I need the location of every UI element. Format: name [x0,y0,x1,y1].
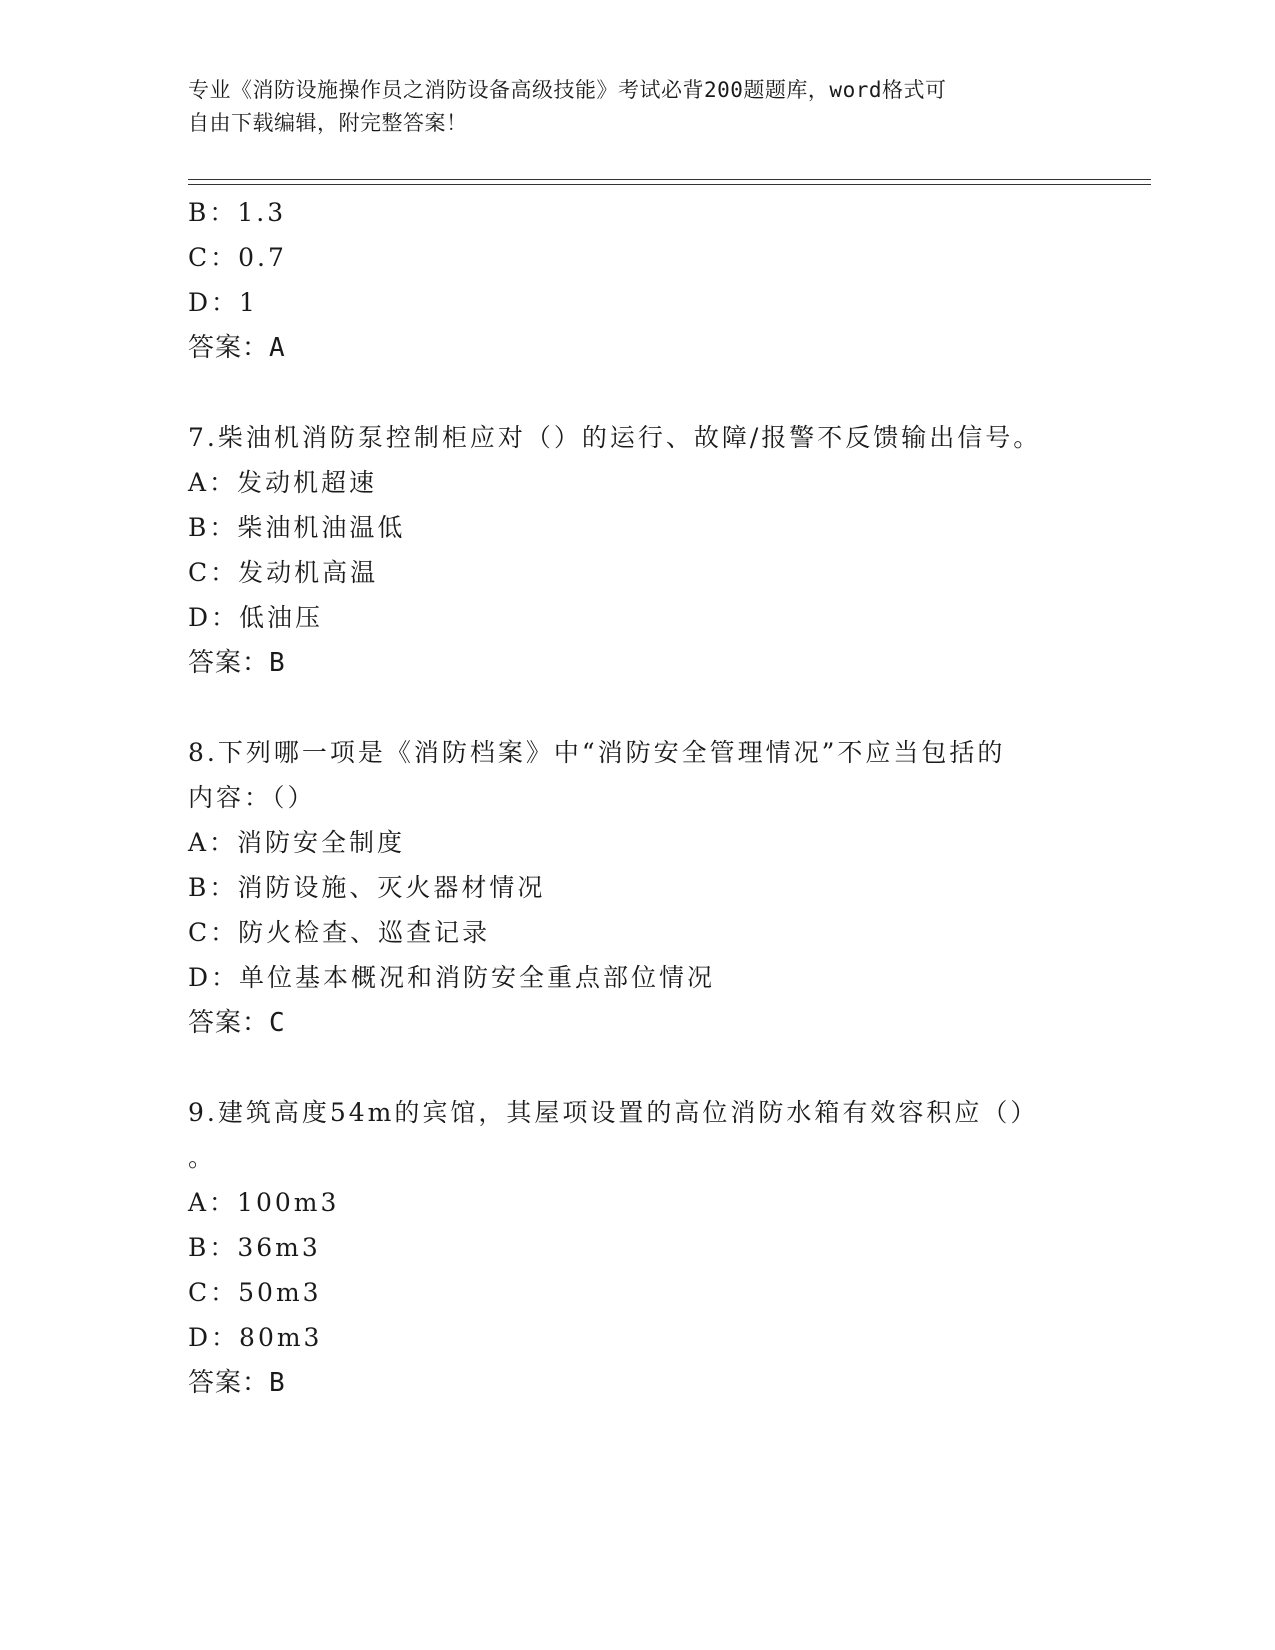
question-stem: 7.柴油机消防泵控制柜应对（）的运行、故障/报警不反馈输出信号。 [188,423,1042,452]
header-title-line-2: 自由下载编辑，附完整答案！ [188,111,468,135]
answer-line: 答案：B [188,648,286,678]
option-d: D：低油压 [188,603,324,632]
question-stem: 8.下列哪一项是《消防档案》中“消防安全管理情况”不应当包括的 [188,738,1006,767]
answer-line: 答案：C [188,1008,286,1038]
option-a: A：100m3 [188,1188,340,1217]
question-spacer [188,371,1088,415]
option-c: C：防火检查、巡查记录 [188,918,491,947]
option-d: D：80m3 [188,1323,323,1352]
option-d: D：1 [188,288,258,317]
question-stem: 9.建筑高度54m的宾馆，其屋项设置的高位消防水箱有效容积应（） [188,1098,1039,1127]
answer-line: 答案：A [188,333,286,363]
option-b: B：消防设施、灭火器材情况 [188,873,546,902]
option-c: C：0.7 [188,243,287,272]
header-divider-bottom [188,184,1151,185]
question-spacer [188,1046,1088,1090]
option-b: B：柴油机油温低 [188,513,406,542]
option-b: B：1.3 [188,198,287,227]
document-header [188,74,1068,140]
header-divider-top [188,179,1151,180]
question-spacer [188,686,1088,730]
option-d: D：单位基本概况和消防安全重点部位情况 [188,963,716,992]
question-list [188,190,1088,1406]
option-c: C：发动机高温 [188,558,379,587]
question-block-7 [188,415,1088,686]
option-a: A：发动机超速 [188,468,378,497]
question-block-8 [188,730,1088,1046]
question-block-continued [188,190,1088,371]
option-b: B：36m3 [188,1233,321,1262]
question-stem-continued: 内容：（） [188,783,316,812]
question-stem-continued: 。 [188,1143,217,1172]
option-a: A：消防安全制度 [188,828,406,857]
answer-line: 答案：B [188,1368,286,1398]
question-block-9 [188,1090,1088,1406]
option-c: C：50m3 [188,1278,322,1307]
header-title-line-1: 专业《消防设施操作员之消防设备高级技能》考试必背200题题库，word格式可 [188,78,947,102]
